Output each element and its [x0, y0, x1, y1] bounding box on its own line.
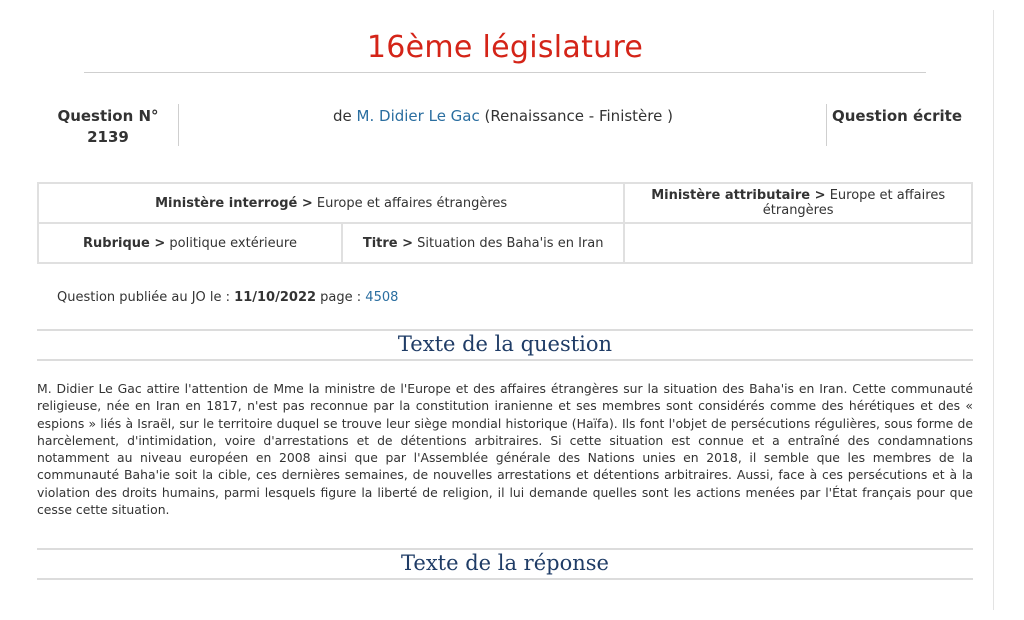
question-metadata-table: [37, 182, 973, 264]
question-heading-rule-top: [37, 329, 973, 331]
deputy-link[interactable]: M. Didier Le Gac: [356, 107, 480, 125]
author-prefix: de: [333, 107, 352, 125]
ministere-interroge-label: Ministère interrogé >: [155, 195, 313, 211]
rubrique-value: politique extérieure: [169, 235, 297, 251]
question-text: M. Didier Le Gac attire l'attention de Mme la ministre de l'Europe et des affaires étrangères sur la situation des Baha'is en Iran. Cette communauté religieuse, née en Iran en 1817, n'est pas reconnue par la constitution iranienne et ses membres sont considérés comme des hérétiques et des « espions » liés à Israël, sur le territoire duquel se trouve leur siège mondial historique (Haïfa). Ils font l'objet de persécutions régulières, sous forme de harcèlement, d'intimidation, voire d'arrestations et de détentions arbitraires. Si cette situation est connue et a entraîné des condamnations notamment au niveau européen en 2008 ainsi que par l'Assemblée générale des Nations unies en 2018, il semble que les membres de la communauté Baha'ie soit la cible, ces dernières semaines, de nouvelles arrestations et détentions arbitraires. Aussi, face à ces persécutions et à la violation des droits humains, parmi lesquels figure la liberté de religion, il lui demande quelles sont les actions menées par l'État français pour que cesse cette situation.: [37, 381, 973, 518]
legislature-title: 16ème législature: [366, 30, 644, 65]
ministere-interroge-value: Europe et affaires étrangères: [316, 195, 508, 211]
rubrique-titre-row: [38, 223, 972, 263]
title-divider: [84, 72, 926, 73]
publication-info: [57, 290, 398, 305]
ministere-interroge-cell: [38, 183, 624, 223]
question-heading-rule-bottom: [37, 359, 973, 361]
rubrique-cell: [38, 223, 342, 263]
question-number-block: [40, 106, 176, 148]
publication-page-label: page :: [320, 290, 362, 305]
publication-date: 11/10/2022: [234, 290, 317, 305]
page-right-border: [993, 10, 994, 610]
ministere-attributaire-label: Ministère attributaire >: [651, 188, 826, 203]
question-number-label: Question N°: [57, 107, 159, 125]
header-divider-left: [178, 104, 179, 146]
publication-prefix: Question publiée au JO le :: [57, 290, 231, 305]
publication-page-link[interactable]: 4508: [365, 290, 399, 305]
response-heading: Texte de la réponse: [401, 551, 609, 575]
titre-value: Situation des Baha'is en Iran: [417, 235, 604, 251]
ministere-attributaire-value: Europe et affaires étrangères: [762, 188, 946, 218]
response-heading-rule-top: [37, 548, 973, 550]
titre-cell: [342, 223, 624, 263]
question-heading: Texte de la question: [397, 332, 613, 356]
response-heading-rule-bottom: [37, 578, 973, 580]
header-divider-right: [826, 104, 827, 146]
deputy-group: (Renaissance - Finistère ): [484, 107, 673, 125]
question-number: 2139: [87, 128, 129, 146]
empty-cell: [624, 223, 972, 263]
rubrique-label: Rubrique >: [83, 235, 166, 251]
ministere-attributaire-cell: [624, 183, 972, 223]
ministries-row: [38, 183, 972, 223]
question-author: [180, 107, 826, 125]
question-type: Question écrite: [832, 107, 962, 125]
titre-label: Titre >: [362, 235, 414, 251]
